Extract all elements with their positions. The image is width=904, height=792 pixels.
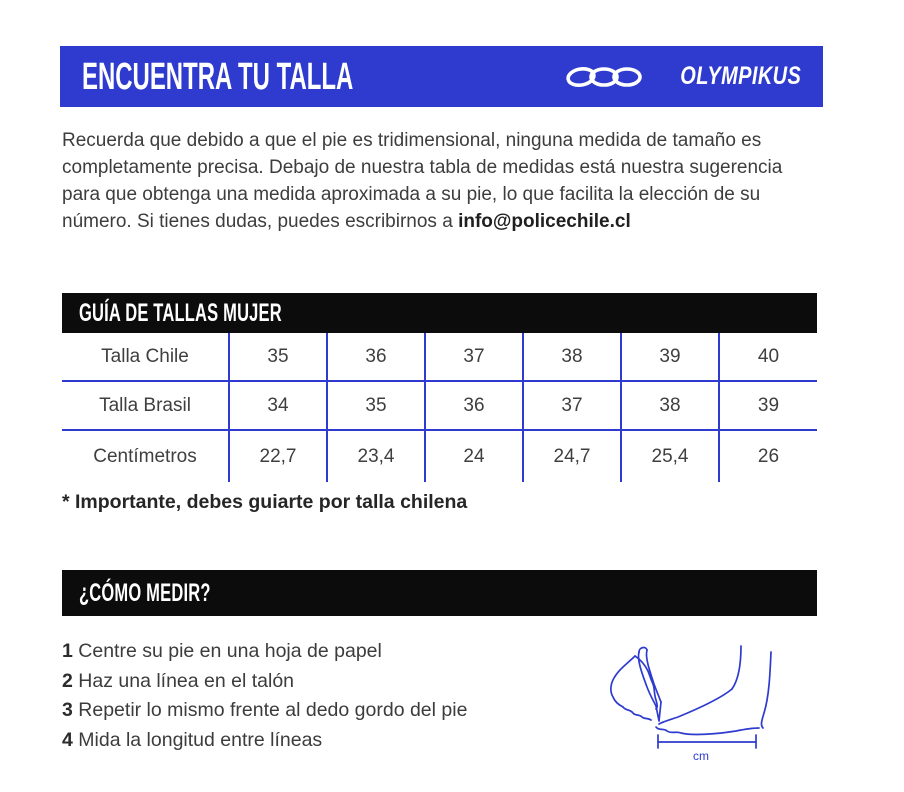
size-value: 37 xyxy=(523,381,621,430)
intro-line xyxy=(62,208,782,235)
size-value: 37 xyxy=(425,333,523,381)
row-label: Talla Chile xyxy=(101,345,189,367)
size-value: 38 xyxy=(523,333,621,381)
size-value: 35 xyxy=(229,333,327,381)
step-item xyxy=(62,696,467,726)
intro-line: Recuerda que debido a que el pie es tridimensional, ninguna medida de tamaño es xyxy=(62,130,762,151)
step-text: Centre su pie en una hoja de papel xyxy=(78,640,382,662)
cm-label: cm xyxy=(693,749,709,763)
step-item xyxy=(62,667,467,697)
brand-logo xyxy=(566,62,801,91)
size-table xyxy=(62,333,817,482)
contact-email: info@policechile.cl xyxy=(458,211,631,232)
foot-measurement-illustration xyxy=(593,627,783,772)
size-value: 26 xyxy=(719,430,817,482)
steps-list xyxy=(62,637,467,755)
foot-pencil-drawing-icon xyxy=(593,627,783,772)
intro-paragraph xyxy=(62,127,782,235)
step-number: 3 xyxy=(62,699,73,721)
how-to-measure-title: ¿CÓMO MEDIR? xyxy=(79,578,211,607)
important-note: * Importante, debes guiarte por talla chilena xyxy=(62,491,468,513)
brand-name: OLYMPIKUS xyxy=(679,62,801,90)
row-label: Centímetros xyxy=(62,430,229,482)
table-row-talla-chile xyxy=(62,333,817,381)
step-text: Haz una línea en el talón xyxy=(78,669,295,692)
step-item xyxy=(62,726,467,756)
step-text: Mida la longitud entre líneas xyxy=(78,728,323,751)
step-number: 1 xyxy=(62,640,73,662)
size-value: 36 xyxy=(425,381,523,430)
size-value: 34 xyxy=(229,381,327,430)
step-item xyxy=(62,637,467,667)
step-text: Repetir lo mismo frente al dedo gordo del pie xyxy=(78,699,468,721)
table-row-talla-brasil xyxy=(62,381,817,430)
size-guide-title: GUÍA DE TALLAS MUJER xyxy=(79,298,282,327)
size-value: 22,7 xyxy=(229,430,327,482)
row-label: Talla Brasil xyxy=(62,381,229,430)
header-bar xyxy=(60,46,823,107)
size-value: 36 xyxy=(327,333,425,381)
size-value: 23,4 xyxy=(327,430,425,482)
intro-line: completamente precisa. Debajo de nuestra tabla de medidas está nuestra sugerencia xyxy=(62,157,783,178)
intro-line: para que obtenga una medida aproximada a su pie, lo que facilita la elección de su xyxy=(62,184,761,205)
table-row-centimetros xyxy=(62,430,817,482)
size-value: 35 xyxy=(327,381,425,430)
size-value: 40 xyxy=(719,333,817,381)
how-to-measure-title-bar xyxy=(62,570,817,616)
step-number: 4 xyxy=(62,728,73,751)
size-value: 25,4 xyxy=(621,430,719,482)
size-value: 39 xyxy=(719,381,817,430)
step-number: 2 xyxy=(62,669,73,692)
olympikus-rings-icon xyxy=(566,64,644,90)
page-title: ENCUENTRA TU TALLA xyxy=(82,55,354,98)
size-value: 24 xyxy=(425,430,523,482)
intro-line-prefix: número. Si tienes dudas, puedes escribirnos a xyxy=(62,211,459,232)
size-value: 24,7 xyxy=(523,430,621,482)
size-guide-title-bar xyxy=(62,293,817,333)
size-value: 38 xyxy=(621,381,719,430)
size-value: 39 xyxy=(621,333,719,381)
